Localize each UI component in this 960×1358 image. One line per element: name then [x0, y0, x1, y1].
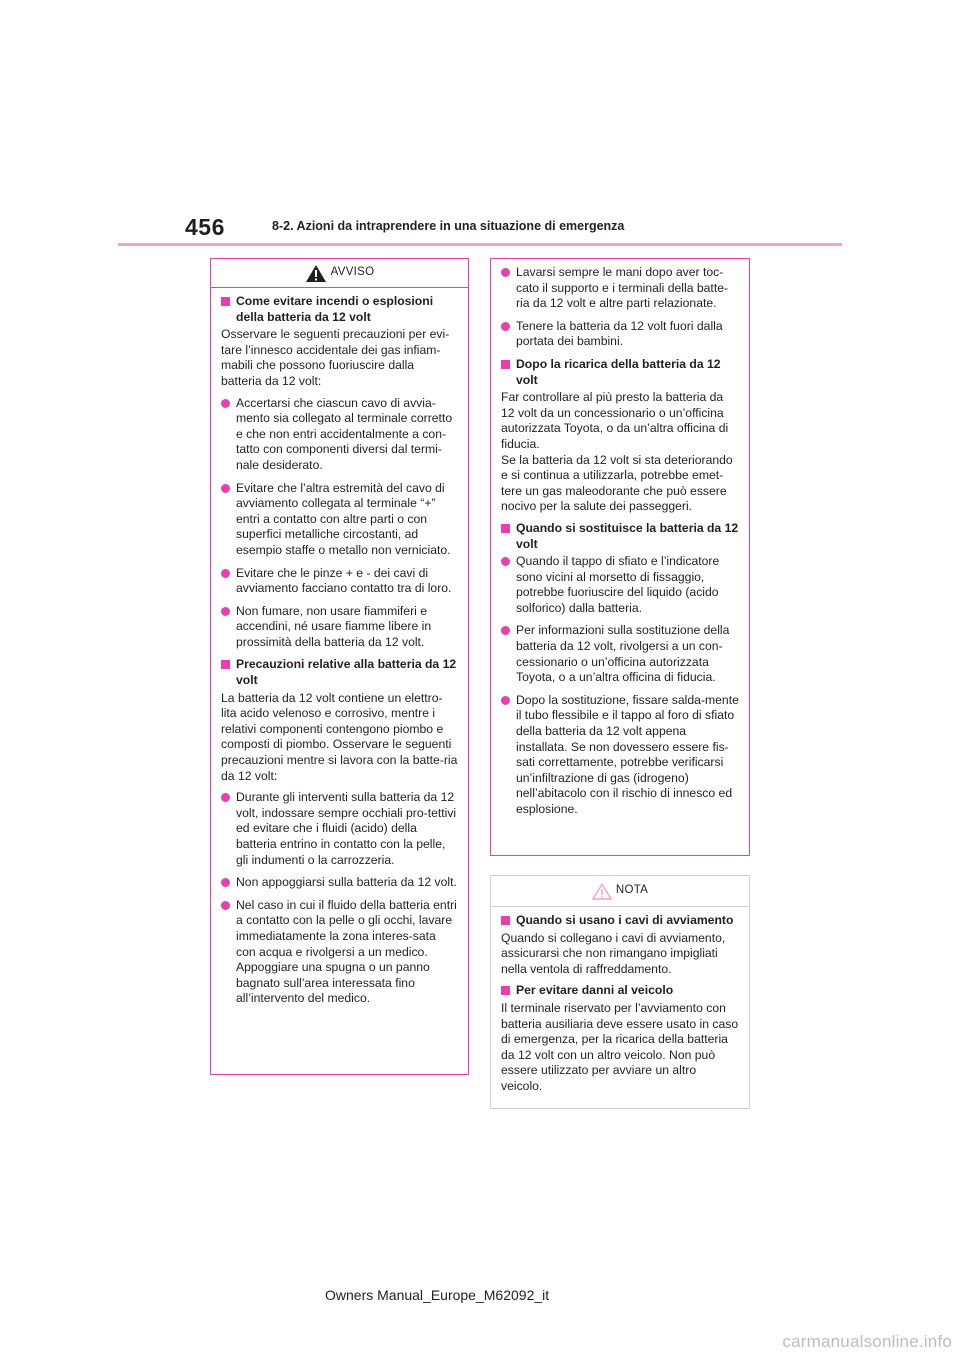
warning-bullet: Lavarsi sempre le mani dopo aver toc-cato il supporto e i terminali della batte-ria da 12 volt e altre parti relazionate. [501, 265, 739, 312]
warning-bullet: Tenere la batteria da 12 volt fuori dalla portata dei bambini. [501, 319, 739, 350]
warning-bullet: Evitare che le pinze + e - dei cavi di avviamento facciano contatto tra di loro. [221, 566, 458, 597]
warning-bullet: Non appoggiarsi sulla batteria da 12 volt. [221, 875, 458, 891]
note-label: NOTA [615, 884, 649, 897]
warning-box [210, 258, 469, 1075]
note-subtitle-cables: Quando si usano i cavi di avviamento [501, 913, 739, 929]
warning-text-precautions: La batteria da 12 volt contiene un elettro-lita acido velenoso e corrosivo, mentre i relativi componenti contengono piombo e composti di piombo. Osservare le seguenti precauzioni mentre si lavora con la batte-ria da 12 volt: [221, 690, 458, 783]
header-divider [118, 243, 842, 246]
warning-bullet: Evitare che l’altra estremità del cavo di avviamento collegata al terminale “+” entri a contatto con altre parti o con superfici metalliche circostanti, ad esempio staffe o metallo non verniciato. [221, 481, 458, 559]
warning-bullet: Dopo la sostituzione, fissare salda-mente il tubo flessibile e il tappo al foro di sfiato della batteria da 12 volt appena installata. Se non dovessero essere fis-sati correttamente, potrebbe verificarsi un’infiltrazione di gas (idrogeno) nell’abitacolo con il rischio di innesco ed esplosione. [501, 693, 739, 818]
warning-subtitle-after-charge: Dopo la ricarica della batteria da 12 volt [501, 357, 739, 388]
warning-triangle-icon [305, 264, 327, 283]
warning-bullet: Per informazioni sulla sostituzione della batteria da 12 volt, rivolgersi a un con-cessionario o un’officina autorizzata Toyota, o a un’altra officina di fiducia. [501, 623, 739, 685]
section-title: 8-2. Azioni da intraprendere in una situazione di emergenza [272, 219, 625, 233]
warning-bullet: Quando il tappo di sfiato e l’indicatore sono vicini al morsetto di fissaggio, potrebbe fuoriuscire del liquido (acido solforico) dalla batteria. [501, 554, 739, 616]
warning-bullet: Durante gli interventi sulla batteria da 12 volt, indossare sempre occhiali pro-tettivi ed evitare che i fluidi (acido) della batteria entrino in contatto con la pelle, gli indumenti o la carrozzeria. [221, 790, 458, 868]
note-box [490, 875, 750, 1109]
warning-bullet: Accertarsi che ciascun cavo di avvia-mento sia collegato al terminale corretto e che non entri accidentalmente a con-tatto con componenti diversi dal termi-nale desiderato. [221, 396, 458, 474]
warning-bullet: Nel caso in cui il fluido della batteria entri a contatto con la pelle o gli occhi, lavare immediatamente la zona interes-sata con acqua e rivolgersi a un medico. Appoggiare una spugna o un panno bagnato sull’area interessata fino all’intervento del medico. [221, 898, 458, 1007]
note-text-damage: Il terminale riservato per l’avviamento con batteria ausiliaria deve essere usato in caso di emergenza, per la ricarica della batteria da 12 volt con un altro veicolo. Non può essere utilizzato per avviare un altro veicolo. [501, 1000, 739, 1093]
warning-header [211, 259, 468, 288]
watermark: carmanualsonline.info [782, 1332, 952, 1351]
warning-bullet: Non fumare, non usare fiammiferi e accendini, né usare fiamme libere in prossimità della batteria da 12 volt. [221, 604, 458, 651]
page-number: 456 [185, 214, 225, 240]
warning-text-after-charge-2: Se la batteria da 12 volt si sta deteriorando e si continua a utilizzarla, potrebbe emet-tere un gas maleodorante che può essere nocivo per la salute dei passeggeri. [501, 452, 733, 514]
warning-text-after-charge-1: Far controllare al più presto la batteria da 12 volt da un concessionario o un’officina autorizzata Toyota, o da un’altra officina di fiducia. [501, 390, 729, 451]
warning-subtitle-fire: Come evitare incendi o esplosioni della batteria da 12 volt [221, 294, 458, 325]
note-header [491, 876, 749, 907]
warning-subtitle-precautions: Precauzioni relative alla batteria da 12 volt [221, 657, 458, 688]
caution-triangle-icon [592, 883, 612, 900]
warning-subtitle-replace: Quando si sostituisce la batteria da 12 volt [501, 521, 739, 552]
footer-manual-id: Owners Manual_Europe_M62092_it [325, 1287, 550, 1303]
note-text-cables: Quando si collegano i cavi di avviamento, assicurarsi che non rimangano impigliati nella ventola di raffreddamento. [501, 930, 726, 976]
warning-continued-box [490, 258, 750, 856]
warning-label: AVVISO [330, 266, 375, 279]
note-subtitle-damage: Per evitare danni al veicolo [501, 983, 739, 999]
warning-text-fire: Osservare le seguenti precauzioni per evi-tare l’innesco accidentale dei gas infiam-mabili che possono fuoriuscire dalla batteria da 12 volt: [221, 327, 450, 388]
